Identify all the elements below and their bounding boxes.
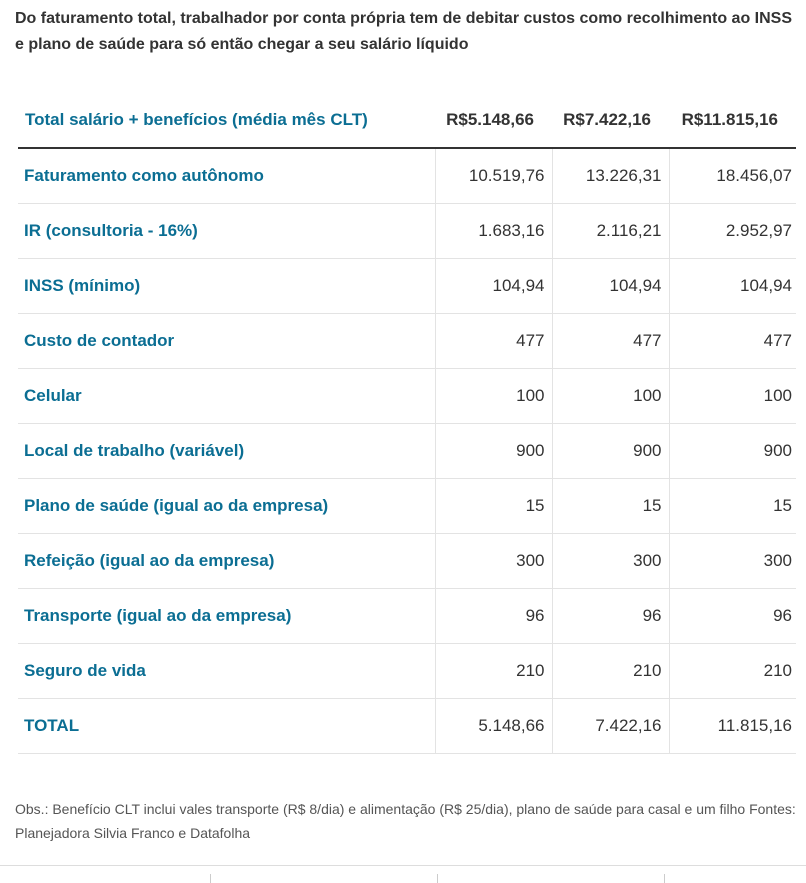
row-value: 7.422,16 bbox=[552, 699, 669, 754]
row-value: 100 bbox=[669, 369, 796, 424]
header-label: Total salário + benefícios (média mês CLT) bbox=[18, 93, 435, 148]
row-value: 2.952,97 bbox=[669, 204, 796, 259]
table-body bbox=[18, 148, 796, 754]
table-row bbox=[18, 424, 796, 479]
row-value: 1.683,16 bbox=[435, 204, 552, 259]
table-row bbox=[18, 204, 796, 259]
row-value: 18.456,07 bbox=[669, 148, 796, 204]
row-value: 96 bbox=[552, 589, 669, 644]
footer-divider bbox=[0, 865, 806, 866]
header-value-2: R$7.422,16 bbox=[552, 93, 669, 148]
table-row bbox=[18, 369, 796, 424]
row-value: 13.226,31 bbox=[552, 148, 669, 204]
row-label: Celular bbox=[18, 369, 435, 424]
table-row bbox=[18, 259, 796, 314]
row-value: 2.116,21 bbox=[552, 204, 669, 259]
row-value: 900 bbox=[435, 424, 552, 479]
row-value: 104,94 bbox=[435, 259, 552, 314]
row-value: 300 bbox=[669, 534, 796, 589]
table-row bbox=[18, 589, 796, 644]
row-value: 100 bbox=[552, 369, 669, 424]
row-value: 900 bbox=[669, 424, 796, 479]
row-value: 10.519,76 bbox=[435, 148, 552, 204]
table-row bbox=[18, 479, 796, 534]
row-label: TOTAL bbox=[18, 699, 435, 754]
row-value: 96 bbox=[435, 589, 552, 644]
row-value: 210 bbox=[435, 644, 552, 699]
row-value: 300 bbox=[552, 534, 669, 589]
row-value: 11.815,16 bbox=[669, 699, 796, 754]
row-value: 15 bbox=[669, 479, 796, 534]
header-row bbox=[18, 93, 796, 148]
row-value: 210 bbox=[552, 644, 669, 699]
table-row bbox=[18, 314, 796, 369]
row-value: 96 bbox=[669, 589, 796, 644]
footer-tick bbox=[210, 874, 211, 883]
header-value-1: R$5.148,66 bbox=[435, 93, 552, 148]
row-label: Faturamento como autônomo bbox=[18, 148, 435, 204]
footer-tick bbox=[437, 874, 438, 883]
row-value: 15 bbox=[552, 479, 669, 534]
row-value: 477 bbox=[435, 314, 552, 369]
header-value-3: R$11.815,16 bbox=[669, 93, 796, 148]
row-value: 104,94 bbox=[552, 259, 669, 314]
row-value: 477 bbox=[669, 314, 796, 369]
row-value: 300 bbox=[435, 534, 552, 589]
cost-table bbox=[18, 93, 796, 754]
table-row bbox=[18, 644, 796, 699]
row-value: 900 bbox=[552, 424, 669, 479]
row-label: Transporte (igual ao da empresa) bbox=[18, 589, 435, 644]
row-label: IR (consultoria - 16%) bbox=[18, 204, 435, 259]
table-row bbox=[18, 534, 796, 589]
row-value: 100 bbox=[435, 369, 552, 424]
row-value: 477 bbox=[552, 314, 669, 369]
table-row bbox=[18, 148, 796, 204]
row-value: 104,94 bbox=[669, 259, 796, 314]
row-value: 15 bbox=[435, 479, 552, 534]
row-label: Local de trabalho (variável) bbox=[18, 424, 435, 479]
table-header bbox=[18, 93, 796, 148]
row-label: Custo de contador bbox=[18, 314, 435, 369]
footnote: Obs.: Benefício CLT inclui vales transporte (R$ 8/dia) e alimentação (R$ 25/dia), plano de saúde para casal e um filho Fontes: Planejadora Silvia Franco e Datafolha bbox=[15, 801, 796, 841]
footer-tick bbox=[664, 874, 665, 883]
row-value: 5.148,66 bbox=[435, 699, 552, 754]
total-row bbox=[18, 699, 796, 754]
row-label: Plano de saúde (igual ao da empresa) bbox=[18, 479, 435, 534]
row-label: Seguro de vida bbox=[18, 644, 435, 699]
page-title: Do faturamento total, trabalhador por conta própria tem de debitar custos como recolhimento ao INSS e plano de saúde para só então chegar a seu salário líquido bbox=[15, 10, 792, 53]
row-label: INSS (mínimo) bbox=[18, 259, 435, 314]
row-label: Refeição (igual ao da empresa) bbox=[18, 534, 435, 589]
row-value: 210 bbox=[669, 644, 796, 699]
